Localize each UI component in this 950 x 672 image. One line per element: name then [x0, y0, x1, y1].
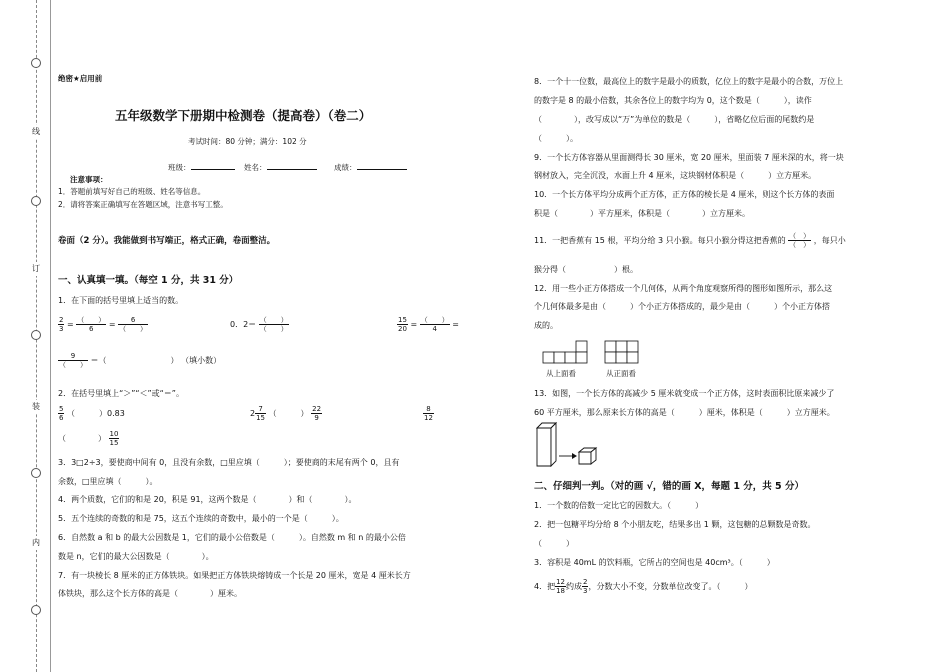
- q2-item-d: （ ） $\frac{10}{15}$: [58, 430, 119, 447]
- name-label: 姓名：: [244, 163, 267, 172]
- question-8-line1: 8．一个十一位数，最高位上的数字是最小的质数，亿位上的数字是最小的合数，万位上: [534, 77, 844, 86]
- top-view-figure: [542, 338, 588, 366]
- q1-item-a: $\frac{2}{3}$ = $\frac{( )}{6}$ = $\frac{6}{( )}$: [59, 316, 148, 333]
- question-13-line2: 60 平方厘米，那么原来长方体的高是（ ）厘米，体积是（ ）立方厘米。: [534, 408, 835, 417]
- question-2: 2．在括号里填上“＞”“＜”或“＝”。: [58, 389, 184, 398]
- question-12-line3: 成的。: [534, 321, 558, 330]
- judge-4: 4．把 $\frac{12}{18}$ 约成 $\frac{2}{3}$ ，分数大小不变，分数单位改变了。（ ）: [534, 578, 753, 595]
- cuboid-to-cube-figure: [534, 420, 604, 470]
- question-7-line2: 体铁块，那么这个长方体的高是（ ）厘米。: [58, 589, 242, 598]
- front-view-label: 从正面看: [606, 369, 636, 378]
- judge-2-line2: （ ）: [534, 539, 574, 548]
- question-13-line1: 13．如图，一个长方体的高减少 5 厘米就变成一个正方体，这时表面积比原来减少了: [534, 389, 835, 398]
- exam-info: 考试时间：80 分钟；满分：102 分: [188, 137, 307, 146]
- page-title: 五年级数学下册期中检测卷（提高卷）（卷二）: [115, 108, 372, 123]
- question-6-line2: 数是 n，它们的最大公因数是（ ）。: [58, 552, 214, 561]
- judge-1: 1．一个数的倍数一定比它的因数大。（ ）: [534, 501, 704, 510]
- question-7-line1: 7．有一块棱长 8 厘米的正方体铁块。如果把正方体铁块熔铸成一个长是 20 厘米，宽是 4 厘米长方: [58, 571, 411, 580]
- question-3-line2: 余数，□里应填（ ）。: [58, 477, 158, 486]
- question-8-line3: （ ），改写成以“万”为单位的数是（ ），省略亿位后面的尾数约是: [534, 115, 815, 124]
- section2-title: 二、仔细判一判。（对的画 √，错的画 X，每题 1 分，共 5 分）: [534, 481, 804, 492]
- question-3-line1: 3．3□2÷3，要使商中间有 0，且没有余数，□里应填（ ）；要使商的末尾有两个 0，且有: [58, 458, 400, 467]
- question-12-line2: 个几何体最多是由（ ）个小正方体搭成的，最少是由（ ）个小正方体搭: [534, 302, 830, 311]
- binding-hole: [31, 196, 41, 206]
- question-4: 4．两个质数，它们的和是 20，积是 91，这两个数是（ ）和（ ）。: [58, 495, 357, 504]
- class-label: 班级：: [168, 163, 191, 172]
- secret-label: 绝密★启用前: [58, 74, 103, 83]
- judge-2-line1: 2．把一包糖平均分给 8 个小朋友吃，结果多出 1 颗，这包糖的总颗数是奇数。: [534, 520, 816, 529]
- question-6-line1: 6．自然数 a 和 b 的最大公因数是 1，它们的最小公倍数是（ ）。自然数 m 和 n 的最小公倍: [58, 533, 406, 542]
- notes-title: 注意事项：: [70, 175, 108, 184]
- question-11-line1: 11．一把香蕉有 15 根，平均分给 3 只小猴。每只小猴分得这把香蕉的 $\frac{( )}{( )}$ ，每只小: [534, 232, 846, 249]
- top-view-label: 从上面看: [546, 369, 576, 378]
- question-9-line2: 钢材放入，完全沉没，水面上升 4 厘米，这块钢材体积是（ ）立方厘米。: [534, 171, 817, 180]
- q1-item-b: 0．2＝ $\frac{( )}{( )}$: [230, 316, 288, 333]
- question-10-line2: 积是（ ）平方厘米，体积是（ ）立方厘米。: [534, 209, 750, 218]
- q2-item-a: $\frac{5}{6}$ （ ）0.83: [59, 405, 125, 422]
- binding-strip: [0, 0, 51, 672]
- section1-title: 一、认真填一填。（每空 1 分，共 31 分）: [58, 275, 239, 286]
- binding-mark-bind: 装: [29, 400, 43, 414]
- binding-hole: [31, 468, 41, 478]
- question-10-line1: 10．一个长方体平均分成两个正方体，正方体的棱长是 4 厘米，则这个长方体的表面: [534, 190, 835, 199]
- score-field[interactable]: [334, 160, 407, 173]
- question-11-line2: 猴分得（ ）根。: [534, 265, 638, 274]
- binding-hole: [31, 330, 41, 340]
- note-1: 1．答题前填写好自己的班级、姓名等信息。: [58, 187, 206, 196]
- class-field[interactable]: [168, 160, 235, 173]
- question-1: 1．在下面的括号里填上适当的数。: [58, 296, 184, 305]
- front-view-figure: [602, 338, 642, 366]
- q2-item-b: 2 $\frac{7}{15}$ （ ） $\frac{22}{9}$: [250, 405, 322, 422]
- question-5: 5．五个连续的奇数的和是 75，这五个连续的奇数中，最小的一个是（ ）。: [58, 514, 344, 523]
- score-label: 成绩：: [334, 163, 357, 172]
- note-2: 2．请将答案正确填写在答题区域，注意书写工整。: [58, 200, 228, 209]
- name-field[interactable]: [244, 160, 317, 173]
- question-12-line1: 12．用一些小正方体搭成一个几何体，从两个角度观察所得的图形如图所示，那么这: [534, 284, 833, 293]
- q2-item-c: $\frac{8}{12}$: [424, 405, 433, 422]
- q1-item-d: $\frac{9}{( )}$ ＝（ ） （填小数）: [59, 352, 222, 369]
- binding-mark-order: 订: [29, 262, 43, 276]
- question-9-line1: 9．一个长方体容器从里面测得长 30 厘米，宽 20 厘米，里面装 7 厘米深的水，将一块: [534, 153, 844, 162]
- binding-hole: [31, 605, 41, 615]
- judge-3: 3．容积是 40mL 的饮料瓶，它所占的空间也是 40cm³。（ ）: [534, 558, 775, 567]
- binding-mark-line: 线: [29, 125, 43, 139]
- question-8-line2: 的数字是 8 的最小倍数，其余各位上的数字均为 0，这个数是（ ），读作: [534, 96, 812, 105]
- neatness-note: 卷面（2 分）。我能做到书写端正，格式正确，卷面整洁。: [58, 236, 276, 246]
- binding-hole: [31, 58, 41, 68]
- question-8-line4: （ ）。: [534, 134, 578, 143]
- binding-mark-inside: 内: [29, 536, 43, 550]
- q1-item-c: $\frac{15}{20}$ = $\frac{( )}{4}$ =: [398, 316, 459, 333]
